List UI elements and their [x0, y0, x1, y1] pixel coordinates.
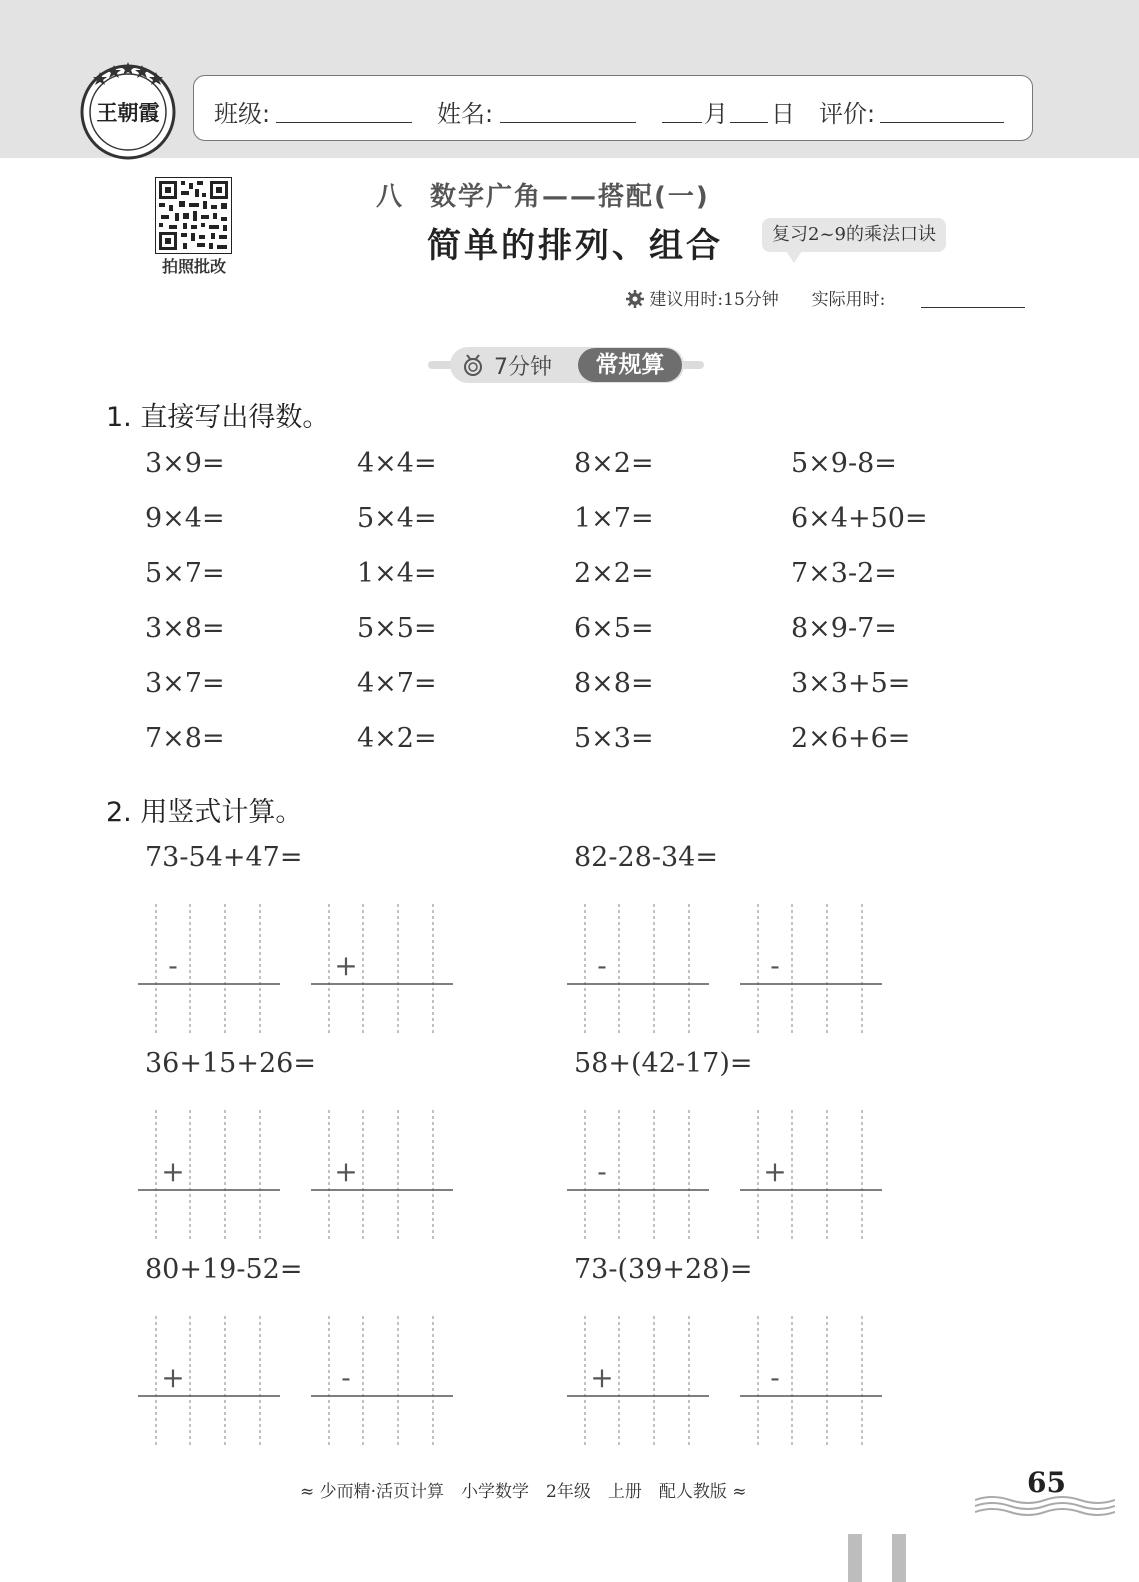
day-label: 日	[771, 100, 795, 128]
name-field[interactable]	[500, 122, 636, 123]
calc-grid[interactable]	[138, 904, 280, 1036]
vertical-calc-problem: 80+19-52=	[145, 1254, 303, 1285]
oral-problem: 8×8=	[574, 668, 654, 699]
actual-time-field[interactable]	[921, 307, 1025, 308]
class-label: 班级:	[214, 100, 271, 128]
svg-text:王朝霞: 王朝霞	[96, 100, 160, 125]
vertical-calc-problem: 82-28-34=	[574, 842, 718, 873]
binding-mark-right	[892, 1534, 906, 1582]
chapter-heading	[376, 176, 710, 213]
qr-label: 拍照批改	[161, 257, 226, 276]
operator-sign: -	[770, 1361, 780, 1394]
oral-problem: 4×4=	[357, 448, 437, 479]
actual-time-label: 实际用时:	[811, 290, 886, 310]
vertical-calc-problem: 73-(39+28)=	[574, 1254, 753, 1285]
name-label: 姓名:	[437, 100, 494, 128]
oral-problem: 3×3+5=	[791, 668, 911, 699]
operator-sign: -	[597, 1155, 607, 1188]
review-bubble: 复习2~9的乘法口诀	[762, 218, 946, 252]
month-field[interactable]	[662, 122, 702, 123]
operator-sign: -	[168, 949, 178, 982]
operator-sign: +	[590, 1361, 614, 1394]
oral-problem: 5×7=	[145, 558, 225, 589]
vertical-calc-problem: 36+15+26=	[145, 1048, 316, 1079]
oral-problem: 7×3-2=	[791, 558, 897, 589]
oral-problem: 2×6+6=	[791, 723, 911, 754]
calc-grid[interactable]	[138, 1316, 280, 1448]
oral-problem: 8×2=	[574, 448, 654, 479]
oral-problem: 7×8=	[145, 723, 225, 754]
banner-minutes: 7分钟	[494, 355, 552, 380]
page-number: 65	[1027, 1466, 1066, 1499]
operator-sign: +	[161, 1361, 185, 1394]
oral-problem: 3×9=	[145, 448, 225, 479]
footer-text: ≈ 少而精·活页计算 小学数学 2年级 上册 配人教版 ≈	[300, 1482, 747, 1502]
oral-problem: 3×8=	[145, 613, 225, 644]
oral-problem: 4×7=	[357, 668, 437, 699]
operator-sign: -	[341, 1361, 351, 1394]
oral-problem: 3×7=	[145, 668, 225, 699]
operator-sign: -	[770, 949, 780, 982]
vertical-calc-problem: 58+(42-17)=	[574, 1048, 753, 1079]
calc-grid[interactable]	[567, 1110, 709, 1242]
page-title: 简单的排列、组合	[427, 226, 723, 266]
binding-mark-left	[848, 1534, 862, 1582]
chapter-number: 八	[376, 182, 405, 212]
medal-icon	[461, 353, 485, 377]
oral-problem: 6×5=	[574, 613, 654, 644]
oral-problem: 5×9-8=	[791, 448, 897, 479]
banner-tag: 常规算	[578, 348, 682, 382]
student-info-box	[193, 75, 1033, 141]
calc-grid[interactable]	[138, 1110, 280, 1242]
calc-grid[interactable]	[740, 1316, 882, 1448]
vertical-calc-problem: 73-54+47=	[145, 842, 303, 873]
publisher-logo	[78, 60, 178, 160]
oral-problem: 8×9-7=	[791, 613, 897, 644]
oral-problem: 5×3=	[574, 723, 654, 754]
operator-sign: +	[334, 1155, 358, 1188]
suggested-time: 建议用时:15分钟	[649, 290, 779, 310]
operator-sign: +	[161, 1155, 185, 1188]
rating-field[interactable]	[880, 122, 1004, 123]
bubble-tail	[786, 251, 802, 263]
operator-sign: -	[597, 949, 607, 982]
gear-icon	[626, 290, 644, 308]
chapter-name: 数学广角——搭配(一)	[430, 182, 710, 212]
calc-grid[interactable]	[311, 904, 453, 1036]
rating-label: 评价:	[819, 100, 876, 128]
oral-problem: 2×2=	[574, 558, 654, 589]
oral-problem: 1×7=	[574, 503, 654, 534]
calc-grid[interactable]	[740, 1110, 882, 1242]
calc-grid[interactable]	[311, 1110, 453, 1242]
calc-grid[interactable]	[567, 904, 709, 1036]
operator-sign: +	[334, 949, 358, 982]
class-field[interactable]	[276, 122, 412, 123]
calc-grid[interactable]	[740, 904, 882, 1036]
calc-grid[interactable]	[567, 1316, 709, 1448]
operator-sign: +	[763, 1155, 787, 1188]
qr-code-icon[interactable]	[155, 177, 232, 254]
oral-problem: 9×4=	[145, 503, 225, 534]
question1-heading: 1. 直接写出得数。	[106, 402, 330, 433]
month-label: 月	[704, 100, 728, 128]
oral-problem: 5×4=	[357, 503, 437, 534]
oral-problem: 6×4+50=	[791, 503, 928, 534]
calc-grid[interactable]	[311, 1316, 453, 1448]
oral-problem: 4×2=	[357, 723, 437, 754]
question2-heading: 2. 用竖式计算。	[106, 797, 303, 828]
time-row	[626, 285, 885, 310]
oral-problem: 1×4=	[357, 558, 437, 589]
day-field[interactable]	[730, 122, 768, 123]
oral-problem: 5×5=	[357, 613, 437, 644]
